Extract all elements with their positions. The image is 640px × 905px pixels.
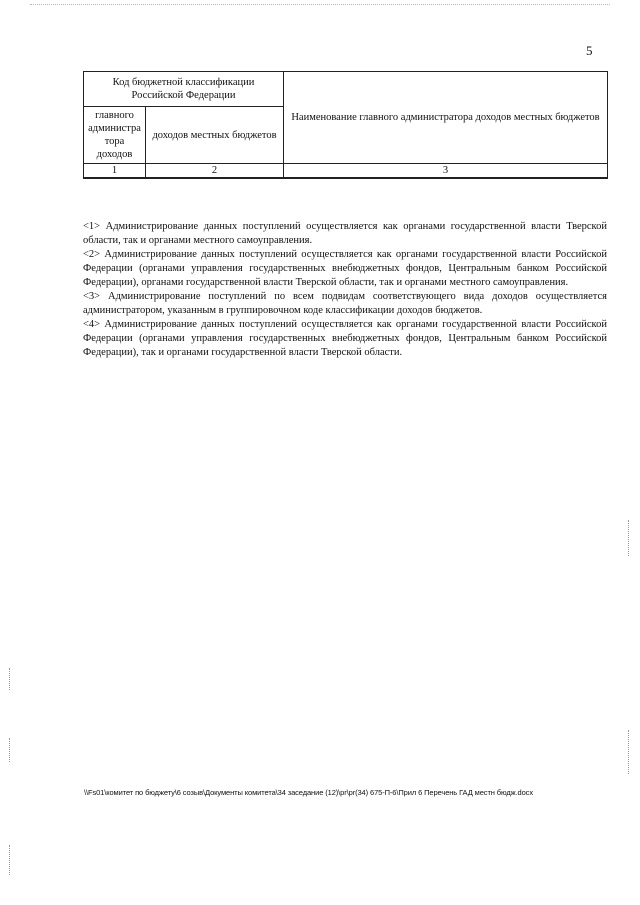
footnote-1: <1> Администрирование данных поступлений осуществляется как органами государственной власти Тверской области, так и органами местного самоуправления. bbox=[83, 221, 607, 246]
header-budget-code-group: Код бюджетной классификации Российской Федерации bbox=[84, 72, 284, 107]
column-number-3: 3 bbox=[284, 164, 608, 179]
scan-margin-mark bbox=[628, 730, 629, 774]
header-administrator-name: Наименование главного администратора доходов местных бюджетов bbox=[284, 72, 608, 164]
file-path-footer: \\Fs01\комитет по бюджету\6 созыв\Документы комитета\34 заседание (12)\pr\pr(34) 675-П-6\Прил 6 Перечень ГАД местн бюдж.docx bbox=[84, 788, 533, 797]
footnote-3: <3> Администрирование поступлений по всем подвидам соответствующего вида доходов осуществляется администратором, указанным в группировочном коде классификации доходов бюджетов. bbox=[83, 291, 607, 316]
footnote-4: <4> Администрирование данных поступлений осуществляется как органами государственной власти Российской Федерации (органами управления государственных внебюджетных фондов, Центральным банком Российской Федерации), так и органами государственной власти Тверской области. bbox=[83, 319, 607, 358]
footnotes bbox=[83, 220, 607, 360]
header-local-budget-revenue: доходов местных бюджетов bbox=[146, 107, 284, 164]
budget-classification-table bbox=[83, 71, 608, 179]
scan-margin-mark bbox=[9, 738, 10, 762]
scan-margin-mark bbox=[9, 668, 10, 690]
scan-border-top bbox=[30, 4, 610, 5]
page-number: 5 bbox=[586, 43, 593, 58]
column-number-1: 1 bbox=[84, 164, 146, 179]
scan-margin-mark bbox=[9, 845, 10, 875]
header-chief-administrator: главного администра тора доходов bbox=[84, 107, 146, 164]
column-number-2: 2 bbox=[146, 164, 284, 179]
footnote-2: <2> Администрирование данных поступлений осуществляется как органами государственной власти Российской Федерации (органами управления государственных внебюджетных фондов, Центральным банком Российской Федерации), органами государственной власти Тверской области, так и органами местного самоуправления. bbox=[83, 249, 607, 288]
scan-margin-mark bbox=[628, 520, 629, 556]
